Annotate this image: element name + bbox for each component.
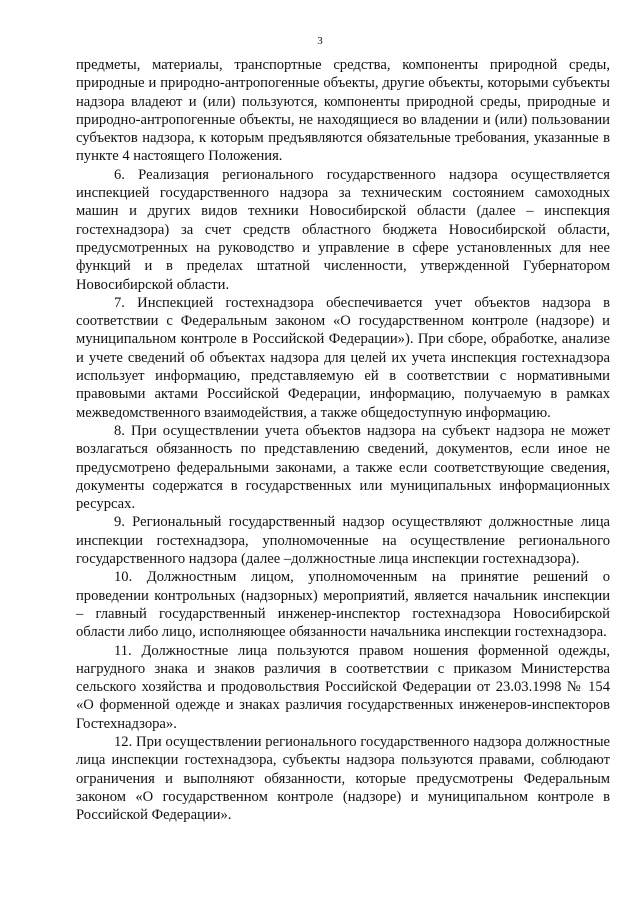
page-number: 3	[317, 35, 323, 47]
paragraph-12: 12. При осуществлении регионального государственного надзора должностные лица инспекции гостехнадзора, субъекты надзора пользуются правами, соблюдают ограничения и выполняют обязанности, которые предусмотрены Федеральным законом «О государственном контроле (надзоре) и муниципальном контроле в Российской Федерации».	[76, 733, 610, 824]
paragraph-10: 10. Должностным лицом, уполномоченным на принятие решений о проведении контрольных (надзорных) мероприятий, является начальник инспекции – главный государственный инженер-инспектор гостехнадзора Новосибирской области либо лицо, исполняющее обязанности начальника инспекции гостехнадзора.	[76, 569, 610, 641]
document-body	[76, 56, 610, 824]
paragraph-8: 8. При осуществлении учета объектов надзора на субъект надзора не может возлагаться обязанность по представлению сведений, документов, если иное не предусмотрено федеральными законами, а также если соответствующие сведения, документы содержатся в государственных или муниципальных информационных ресурсах.	[76, 422, 610, 513]
paragraph-9: 9. Региональный государственный надзор осуществляют должностные лица инспекции гостехнадзора, уполномоченные на осуществление регионального государственного надзора (далее –должностные лица инспекции гостехнадзора).	[76, 514, 610, 568]
paragraph-11: 11. Должностные лица пользуются правом ношения форменной одежды, нагрудного знака и знаков различия в соответствии с приказом Министерства сельского хозяйства и продовольствия Российской Федерации от 23.03.1998 № 154 «О форменной одежде и знаках различия государственных инженеров-инспекторов Гостехнадзора».	[76, 642, 610, 732]
paragraph-7: 7. Инспекцией гостехнадзора обеспечивается учет объектов надзора в соответствии с Федеральным законом «О государственном контроле (надзоре) и муниципальном контроле в Российской Федерации»). При сборе, обработке, анализе и учете сведений об объектах надзора для целей их учета инспекция гостехнадзора использует информацию, представляемую ей в соответствии с нормативными правовыми актами Российской Федерации, информацию, получаемую в рамках межведомственного взаимодействия, а также общедоступную информацию.	[76, 294, 610, 421]
paragraph-6: 6. Реализация регионального государственного надзора осуществляется инспекцией государственного надзора за техническим состоянием самоходных машин и других видов техники Новосибирской области (далее – инспекция гостехнадзора) за счет средств областного бюджета Новосибирской области, предусмотренных на руководство и управление в сфере установленных для нее функций и в пределах штатной численности, утвержденной Губернатором Новосибирской области.	[76, 166, 610, 293]
paragraph-continuation: предметы, материалы, транспортные средства, компоненты природной среды, природные и природно-антропогенные объекты, другие объекты, которыми субъекты надзора владеют и (или) пользуются, компоненты природной среды, природные и природно-антропогенные объекты, не находящиеся во владении и (или) пользовании субъектов надзора, к которым предъявляются обязательные требования, указанные в пункте 4 настоящего Положения.	[76, 57, 610, 165]
